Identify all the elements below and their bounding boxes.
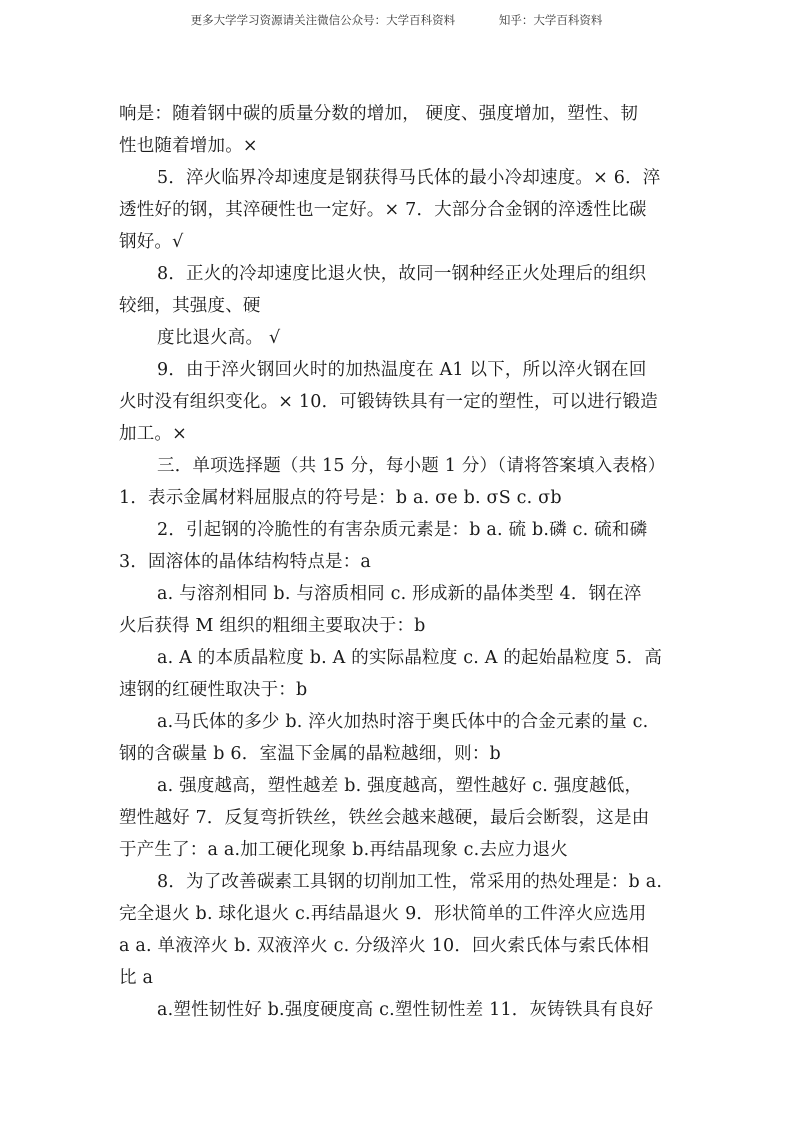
text-line: 5．淬火临界冷却速度是钢获得马氏体的最小冷却速度。× 6．淬 — [157, 168, 661, 188]
text-line: 塑性越好 7．反复弯折铁丝，铁丝会越来越硬，最后会断裂，这是由 — [119, 808, 650, 828]
text-line: a. A 的本质晶粒度 b. A 的实际晶粒度 c. A 的起始晶粒度 5．高 — [157, 648, 663, 668]
page-header — [0, 12, 793, 28]
text-line: 2．引起钢的冷脆性的有害杂质元素是：b a. 硫 b.磷 c. 硫和磷 — [157, 520, 648, 540]
text-line: 火时没有组织变化。× 10．可锻铸铁具有一定的塑性，可以进行锻造 — [119, 392, 658, 412]
text-line: 于产生了：a a.加工硬化现象 b.再结晶现象 c.去应力退火 — [119, 840, 568, 860]
text-line: 三．单项选择题（共 15 分，每小题 1 分）（请将答案填入表格） — [157, 456, 666, 476]
text-line: 度比退火高。 √ — [157, 328, 281, 348]
text-line: a. 强度越高，塑性越差 b. 强度越高，塑性越好 c. 强度越低， — [157, 776, 643, 796]
text-line: 3．固溶体的晶体结构特点是：a — [119, 552, 372, 572]
text-line: 8．为了改善碳素工具钢的切削加工性，常采用的热处理是：b a. — [157, 872, 663, 892]
text-line: 较细，其强度、硬 — [119, 296, 261, 316]
text-line: a a. 单液淬火 b. 双液淬火 c. 分级淬火 10．回火索氏体与索氏体相 — [119, 936, 650, 956]
text-line: 8．正火的冷却速度比退火快，故同一钢种经正火处理后的组织 — [157, 264, 647, 284]
text-line: 透性好的钢，其淬硬性也一定好。× 7．大部分合金钢的淬透性比碳 — [119, 200, 647, 220]
text-line: 钢的含碳量 b 6．室温下金属的晶粒越细，则：b — [119, 744, 501, 764]
header-wechat-notice: 更多大学学习资源请关注微信公众号：大学百科资料 — [190, 13, 456, 27]
text-line: 钢好。√ — [119, 232, 184, 252]
text-line: 速钢的红硬性取决于：b — [119, 680, 308, 700]
text-line: 加工。× — [119, 424, 187, 444]
text-line: 1．表示金属材料屈服点的符号是：b a. σe b. σS c. σb — [119, 488, 562, 508]
text-line: a. 与溶剂相同 b. 与溶质相同 c. 形成新的晶体类型 4．钢在淬 — [157, 584, 642, 604]
text-line: 响是：随着钢中碳的质量分数的增加， 硬度、强度增加，塑性、韧 — [119, 104, 639, 124]
text-line: a.塑性韧性好 b.强度硬度高 c.塑性韧性差 11．灰铸铁具有良好 — [157, 1000, 654, 1020]
document-body — [119, 98, 679, 1026]
text-line: 9．由于淬火钢回火时的加热温度在 A1 以下，所以淬火钢在回 — [157, 360, 647, 380]
text-line: a.马氏体的多少 b. 淬火加热时溶于奥氏体中的合金元素的量 c. — [157, 712, 649, 732]
text-line: 火后获得 M 组织的粗细主要取决于：b — [119, 616, 426, 636]
header-zhihu-notice: 知乎：大学百科资料 — [498, 13, 603, 27]
text-line: 比 a — [119, 968, 154, 988]
text-line: 完全退火 b. 球化退火 c.再结晶退火 9．形状简单的工件淬火应选用 — [119, 904, 647, 924]
text-line: 性也随着增加。× — [119, 136, 258, 156]
